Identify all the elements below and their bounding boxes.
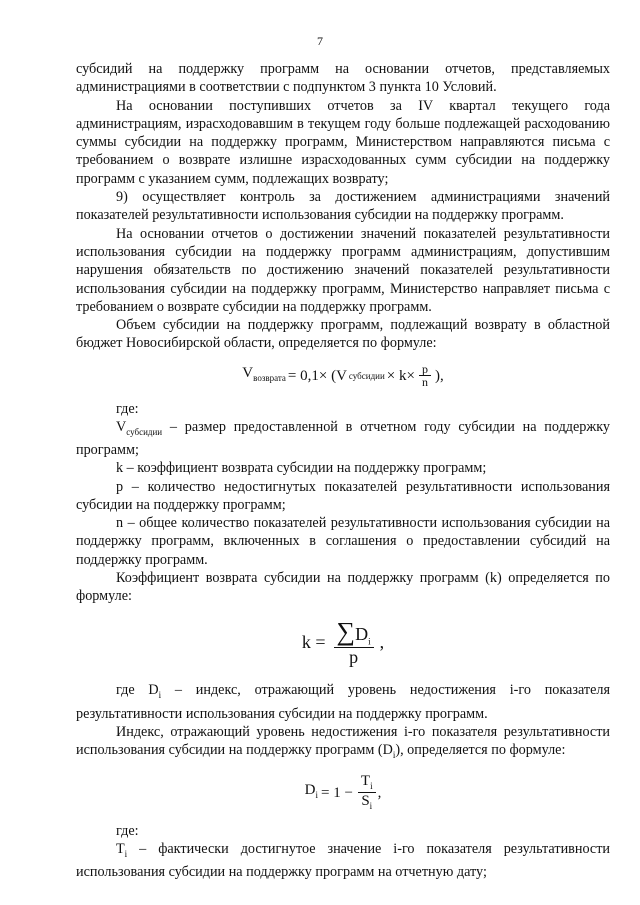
paragraph: Коэффициент возврата субсидии на поддержку программ (k) определяется по формуле: — [76, 570, 610, 605]
fraction: $\frac{\sum D_i}{p}$ — [334, 618, 374, 668]
fraction: $\frac{p}{n}$ — [419, 363, 431, 390]
formula-text: × k× — [386, 367, 415, 384]
formula-text: $D_i$ — [304, 782, 318, 801]
formula-coefficient — [76, 618, 610, 668]
formula-text: k = — [301, 632, 326, 653]
paragraph: На основании отчетов о достижении значений показателей результативности использования субсидии на поддержку программ администрациям, допустившим нарушения обязательств по достижению значений показателей результативности использования субсидии на поддержку программ, Министерство направляет письма с требованием о возврате субсидии на поддержку программ. — [76, 225, 610, 315]
paragraph: p – количество недостигнутых показателей результативности использования субсидии на поддержку программ; — [76, 478, 610, 513]
paragraph: субсидий на поддержку программ на основании отчетов, представляемых администрациями в соответствии с подпунктом 3 пункта 10 Условий. — [76, 61, 610, 96]
formula-text: субсидии — [348, 370, 385, 381]
paragraph: где: — [116, 400, 139, 417]
paragraph: $T_i$ – фактически достигнутое значение i-го показателя результативности использования субсидии на поддержку программ на отчетную дату; — [76, 840, 610, 881]
document-body — [76, 60, 610, 881]
formula-text: = 0,1× (V — [287, 367, 347, 384]
formula-text: ), — [434, 367, 444, 384]
paragraph: где $D_i$ – индекс, отражающий уровень недостижения i-го показателя результативности использования субсидии на поддержку программ. — [76, 682, 610, 722]
paragraph: Объем субсидии на поддержку программ, подлежащий возврату в областной бюджет Новосибирской области, определяется по формуле: — [76, 317, 610, 352]
formula-text: $V_{возврата}$ — [242, 365, 286, 384]
paragraph: На основании поступивших отчетов за IV квартал текущего года администрациям, израсходовавшим в текущем году больше подлежащей расходованию суммы субсидии на поддержку программ, Министерством направляются письма с требованием о возврате излишне израсходованных сумм субсидии на поддержку программ с указанием сумм, подлежащих возврату; — [76, 97, 610, 187]
paragraph: 9) осуществляет контроль за достижением администрациями значений показателей результативности использования субсидии на поддержку программ. — [76, 189, 610, 224]
paragraph: Индекс, отражающий уровень недостижения i-го показателя результативности использования субсидии на поддержку программ $(D_i)$, определяется по формуле: — [76, 723, 610, 760]
paragraph: k – коэффициент возврата субсидии на поддержку программ; — [116, 460, 487, 477]
fraction: $\frac{T_i}{S_i}$ — [358, 774, 376, 811]
paragraph: где: — [116, 822, 139, 839]
formula-text: = 1 − — [321, 784, 353, 801]
formula-refund-volume — [76, 363, 610, 390]
page-number: 7 — [317, 34, 323, 48]
paragraph: $V_{субсидии}$ – размер предоставленной в отчетном году субсидии на поддержку программ; — [76, 418, 610, 458]
formula-text: , — [379, 632, 385, 653]
paragraph: n – общее количество показателей результативности использования субсидии на поддержку программ, включенных в соглашения о предоставлении субсидий на поддержку программ. — [76, 515, 610, 568]
formula-text: , — [377, 784, 382, 801]
formula-index — [76, 774, 610, 811]
